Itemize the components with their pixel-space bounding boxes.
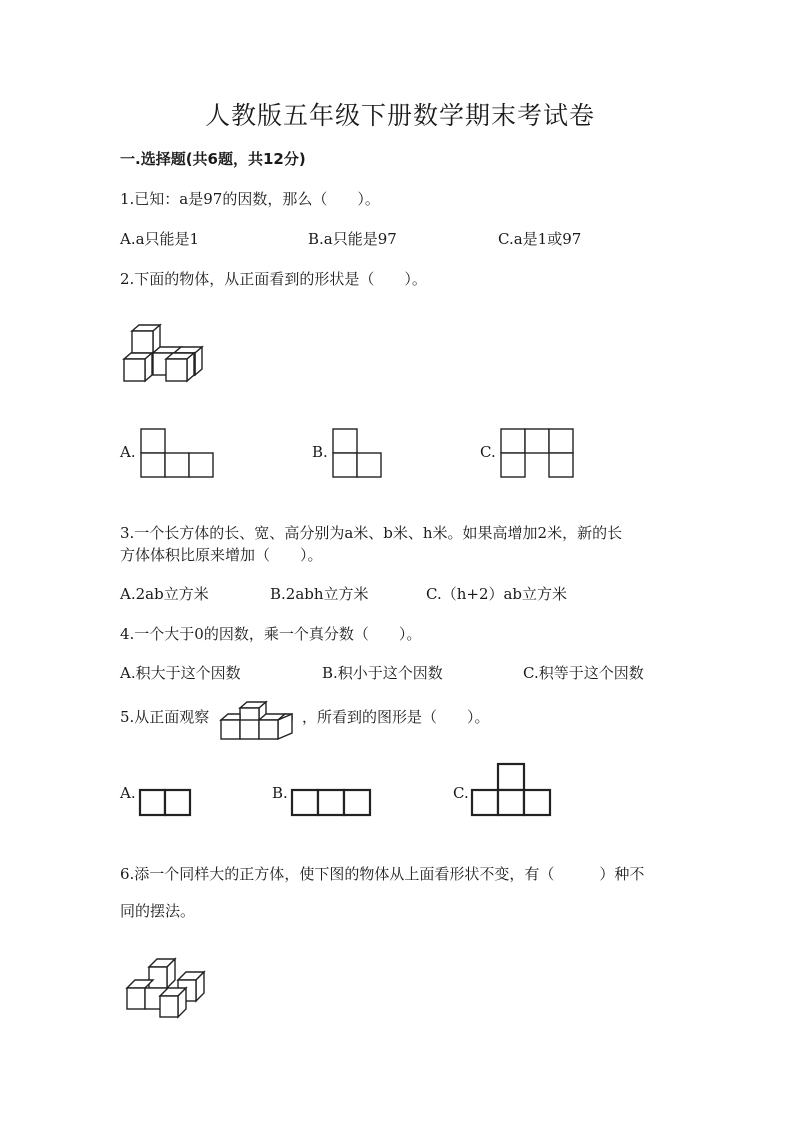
question-1-option-c[interactable]: C.a是1或97 bbox=[498, 230, 582, 248]
question-5-solid-figure bbox=[216, 700, 298, 742]
question-2-option-a[interactable]: A. bbox=[120, 443, 136, 461]
question-3-text-line-1: 3.一个长方体的长、宽、高分别为a米、b米、h米。如果高增加2米，新的长 bbox=[120, 524, 623, 542]
question-2-option-c[interactable]: C. bbox=[480, 443, 496, 461]
question-3-option-a[interactable]: A.2ab立方米 bbox=[120, 585, 209, 603]
question-3-option-b[interactable]: B.2abh立方米 bbox=[270, 585, 369, 603]
question-5-option-b-shape[interactable] bbox=[290, 788, 374, 818]
question-1-option-a[interactable]: A.a只能是1 bbox=[120, 230, 200, 248]
question-2-option-c-shape[interactable] bbox=[500, 428, 576, 480]
question-2-option-b[interactable]: B. bbox=[312, 443, 328, 461]
question-5-text-suffix: ，所看到的图形是（ ）。 bbox=[302, 708, 490, 726]
question-2-solid-figure bbox=[118, 322, 210, 386]
question-5-option-c[interactable]: C. bbox=[453, 784, 469, 802]
question-4-text: 4.一个大于0的因数，乘一个真分数（ ）。 bbox=[120, 625, 422, 643]
question-6-solid-figure bbox=[122, 954, 212, 1026]
question-1-text: 1.已知：a是97的因数，那么（ ）。 bbox=[120, 190, 380, 208]
question-6-text-line-1: 6.添一个同样大的正方体，使下图的物体从上面看形状不变，有（ ）种不 bbox=[120, 865, 645, 883]
question-5-option-a[interactable]: A. bbox=[120, 784, 136, 802]
question-6-text-line-2: 同的摆法。 bbox=[120, 902, 196, 920]
question-5-option-b[interactable]: B. bbox=[272, 784, 288, 802]
question-2-option-a-shape[interactable] bbox=[140, 428, 216, 480]
question-3-option-c[interactable]: C.（h+2）ab立方米 bbox=[426, 585, 568, 603]
question-5-option-a-shape[interactable] bbox=[138, 788, 194, 818]
question-2-option-b-shape[interactable] bbox=[332, 428, 384, 480]
question-4-option-c[interactable]: C.积等于这个因数 bbox=[523, 664, 644, 682]
question-3-text-line-2: 方体体积比原来增加（ ）。 bbox=[120, 546, 323, 564]
question-4-option-a[interactable]: A.积大于这个因数 bbox=[120, 664, 241, 682]
page-title: 人教版五年级下册数学期末考试卷 bbox=[204, 101, 595, 130]
section-heading-multiple-choice: 一.选择题(共6题，共12分) bbox=[120, 150, 306, 168]
question-5-text-prefix: 5.从正面观察 bbox=[120, 708, 210, 726]
question-1-option-b[interactable]: B.a只能是97 bbox=[308, 230, 397, 248]
question-2-text: 2.下面的物体，从正面看到的形状是（ ）。 bbox=[120, 270, 427, 288]
question-4-option-b[interactable]: B.积小于这个因数 bbox=[322, 664, 443, 682]
question-5-option-c-shape[interactable] bbox=[470, 762, 556, 818]
